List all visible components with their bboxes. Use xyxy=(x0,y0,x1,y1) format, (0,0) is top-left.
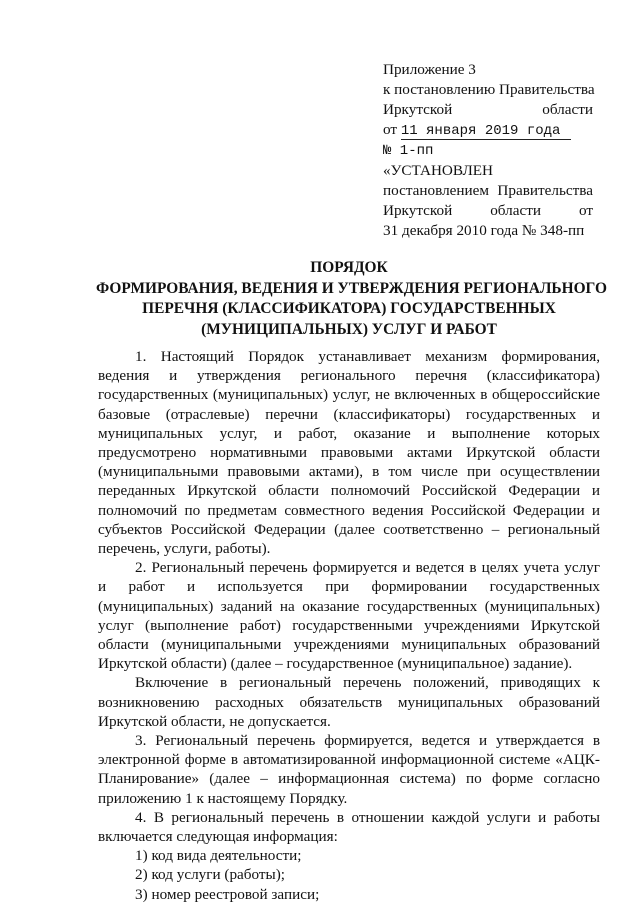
appendix-label: Приложение 3 xyxy=(383,61,476,78)
resolution-ref: к постановлению Правительства xyxy=(383,81,595,98)
region-line: Иркутской области xyxy=(383,101,593,118)
approved-by-line: постановлением Правительства xyxy=(383,182,593,199)
date-field: 11 января 2019 года xyxy=(401,122,571,140)
paragraph-4: 3. Региональный перечень формируется, ведется и утверждается в электронной форме в автоматизированной информационной системе «АЦК-Планирование» (далее – информационная система) по форме согласно приложению 1 к настоящему Порядку. xyxy=(98,732,600,807)
approved-region-line: Иркутской области от xyxy=(383,202,593,219)
list-item: 3) номер реестровой записи; xyxy=(135,885,320,903)
paragraph-2: 2. Региональный перечень формируется и ведется в целях учета услуг и работ и используется при формировании государственных (муниципальных) заданий на оказание государственных (муниципальных) услуг (выполнение работ) государственными учреждениями Иркутской области (муниципальными учреждениями муниципальных образований Иркутской области) (далее – государственное (муниципальное) задание). xyxy=(98,559,600,673)
date-line: от 11 января 2019 года xyxy=(383,120,593,140)
document-title: ПОРЯДОК ФОРМИРОВАНИЯ, ВЕДЕНИЯ И УТВЕРЖДЕНИЯ РЕГИОНАЛЬНОГО ПЕРЕЧНЯ (КЛАССИФИКАТОРА) ГОСУДАРСТВЕННЫХ (МУНИЦИПАЛЬНЫХ) УСЛУГ И РАБОТ xyxy=(96,259,607,338)
list-item: 2) код услуги (работы); xyxy=(135,866,286,884)
list-item: 1) код вида деятельности; xyxy=(135,847,302,865)
header-block xyxy=(383,60,593,241)
approved-label: «УСТАНОВЛЕН xyxy=(383,162,493,179)
approved-date-line: 31 декабря 2010 года № 348-пп xyxy=(383,222,585,239)
document-body xyxy=(98,347,600,904)
paragraph-5: 4. В региональный перечень в отношении каждой услуги и работы включается следующая информация: xyxy=(98,808,600,846)
number-line: № 1-пп xyxy=(383,143,434,159)
paragraph-3: Включение в региональный перечень положений, приводящих к возникновению расходных обязательств муниципальных образований Иркутской области, не допускается. xyxy=(98,674,600,730)
paragraph-1: 1. Настоящий Порядок устанавливает механизм формирования, ведения и утверждения регионального перечня (классификатора) государственных (муниципальных) услуг, не включенных в общероссийские базовые (отраслевые) перечни (классификаторы) государственных и муниципальных услуг, и работ, оказание и выполнение которых предусмотрено нормативными правовыми актами Иркутской области (муниципальными правовыми актами), в том числе при осуществлении переданных Иркутской области полномочий Российской Федерации и полномочий по предметам совместного ведения Российской Федерации и субъектов Российской Федерации (далее соответственно – региональный перечень, услуги, работы). xyxy=(98,348,600,558)
